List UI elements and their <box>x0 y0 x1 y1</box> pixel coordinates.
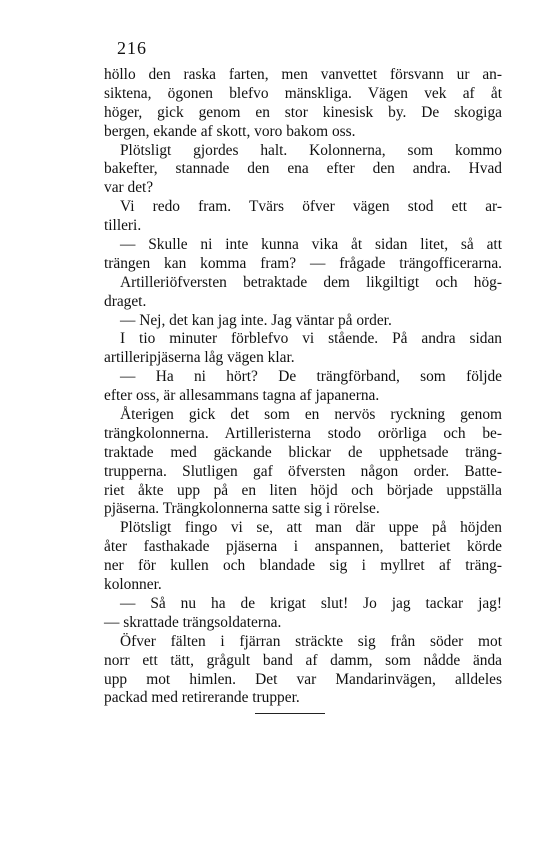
text-line: ner för kullen och blandade sig i myllret af träng- <box>104 557 502 575</box>
text-line: riet åkte upp på en liten höjd och började uppställa <box>104 481 502 499</box>
text-line: Plötsligt gjordes halt. Kolonnerna, som kommo <box>120 141 502 159</box>
text-line: siktena, ögonen blefvo mänskliga. Vägen vek af åt <box>104 84 502 102</box>
text-line: höger, gick genom en stor kinesisk by. De skogiga <box>104 103 502 121</box>
text-line: tilleri. <box>104 217 142 235</box>
text-line: trupperna. Slutligen gaf öfversten någon order. Batte- <box>104 462 502 480</box>
section-divider <box>255 713 325 714</box>
text-line: trängkolonnerna. Artilleristerna stodo orörliga och be- <box>104 424 502 442</box>
text-line: höllo den raska farten, men vanvettet försvann ur an- <box>104 66 502 83</box>
text-line: — Ha ni hört? De trängförband, som följde <box>120 368 502 386</box>
text-line: bergen, ekande af skott, voro bakom oss. <box>104 122 356 140</box>
text-line: traktade med gäckande blickar de upphetsade träng- <box>104 443 502 461</box>
text-line: upp mot himlen. Det var Mandarinvägen, alldeles <box>104 670 502 688</box>
text-line: trängen kan komma fram? — frågade trängofficerarna. <box>104 254 502 272</box>
text-line: åter fasthakade pjäserna i anspannen, batteriet körde <box>104 538 502 556</box>
text-line: Artilleriöfversten betraktade dem likgiltigt och hög- <box>120 273 502 291</box>
text-line: Öfver fälten i fjärran sträckte sig från söder mot <box>120 632 502 650</box>
text-line: pjäserna. Trängkolonnerna satte sig i rörelse. <box>104 500 380 518</box>
text-line: — Nej, det kan jag inte. Jag väntar på order. <box>120 311 392 329</box>
text-line: Återigen gick det som en nervös ryckning genom <box>120 406 502 424</box>
text-line: — skrattade trängsoldaterna. <box>104 613 282 631</box>
text-line: artilleripjäserna låg vägen klar. <box>104 349 295 367</box>
text-line: Plötsligt fingo vi se, att man där uppe på höjden <box>120 519 502 537</box>
text-line: — Så nu ha de krigat slut! Jo jag tackar jag! <box>120 594 502 612</box>
text-line: norr ett tätt, grågult band af damm, som nådde ända <box>104 651 502 669</box>
text-line: efter oss, är allesammans tagna af japanerna. <box>104 387 380 405</box>
text-line: kolonner. <box>104 576 162 594</box>
text-line: — Skulle ni inte kunna vika åt sidan litet, så att <box>120 236 502 254</box>
text-line: Vi redo fram. Tvärs öfver vägen stod ett ar- <box>120 198 502 216</box>
text-line: draget. <box>104 292 147 310</box>
text-line: bakefter, stannade den ena efter den andra. Hvad <box>104 160 502 178</box>
text-line: I tio minuter förblefvo vi stående. På andra sidan <box>120 330 502 348</box>
text-line: packad med retirerande trupper. <box>104 689 300 707</box>
body-text <box>104 66 502 708</box>
text-line: var det? <box>104 179 154 197</box>
page-number: 216 <box>117 38 147 58</box>
